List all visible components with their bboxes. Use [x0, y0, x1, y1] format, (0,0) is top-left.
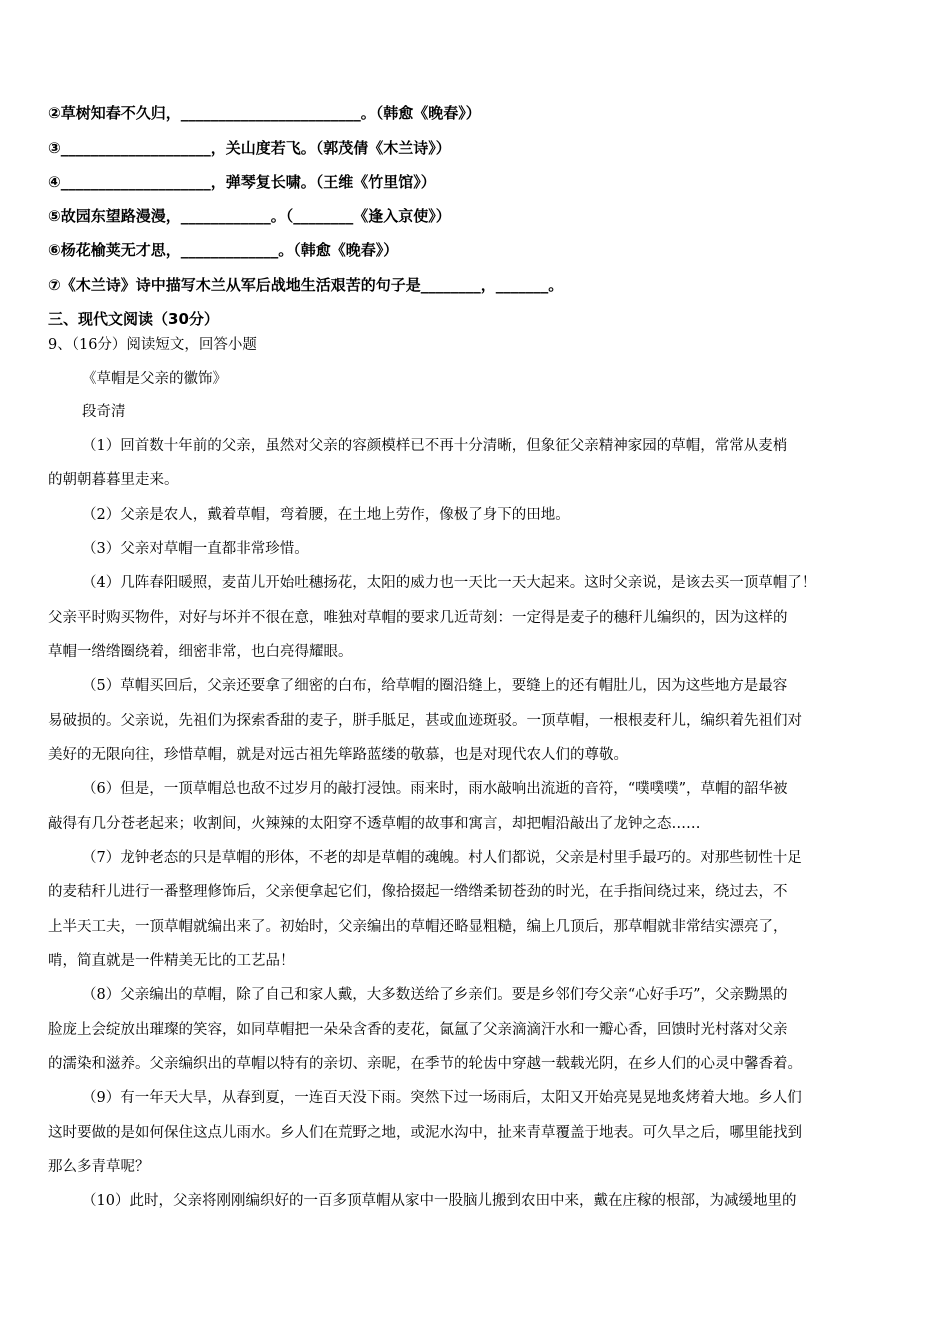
paragraph-line: （9）有一年天大旱，从春到夏，一连百天没下雨。突然下过一场雨后，太阳又开始亮晃晃地炙烤着大地。乡人们: [82, 1090, 802, 1106]
fill-in-item-5: ⑤故园东望路漫漫，____________。（________《逢入京使》）: [48, 207, 451, 225]
paragraph-line: （7）龙钟老态的只是草帽的形体，不老的却是草帽的魂魄。村人们都说，父亲是村里手最巧的。对那些韧性十足: [82, 850, 802, 866]
section-heading: 三、现代文阅读（30分）: [48, 310, 219, 328]
paragraph-line: 敲得有几分苍老起来；收割间，火辣辣的太阳穿不透草帽的故事和寓言，却把帽沿敲出了龙钟之态……: [48, 816, 701, 832]
paragraph-line: 脸庞上会绽放出璀璨的笑容，如同草帽把一朵朵含香的麦花，氤氲了父亲滴滴汗水和一瓣心香，回馈时光村落对父亲: [48, 1022, 788, 1038]
paragraph-line: （10）此时，父亲将刚刚编织好的一百多顶草帽从家中一股脑儿搬到农田中来，戴在庄稼的根部，为减缓地里的: [82, 1193, 797, 1209]
paragraph-line: 上半天工夫，一顶草帽就编出来了。初始时，父亲编出的草帽还略显粗糙，编上几顶后，那草帽就非常结实漂亮了，: [48, 919, 788, 935]
paragraph-line: 那么多青草呢？: [48, 1159, 150, 1175]
fill-in-item-7: ⑦《木兰诗》诗中描写木兰从军后战地生活艰苦的句子是________，_______。: [48, 276, 564, 294]
paragraph-line: 的濡染和滋养。父亲编织出的草帽以特有的亲切、亲昵，在季节的轮齿中穿越一载载光阴，在乡人们的心灵中馨香着。: [48, 1056, 802, 1072]
paragraph-line: 美好的无限向往，珍惜草帽，就是对远古祖先筚路蓝缕的敬慕，也是对现代农人们的尊敬。: [48, 747, 628, 763]
paragraph-line: （8）父亲编出的草帽，除了自己和家人戴，大多数送给了乡亲们。要是乡邻们夸父亲“心好手巧”，父亲黝黑的: [82, 987, 788, 1003]
paragraph-line: （6）但是，一顶草帽总也敌不过岁月的敲打浸蚀。雨来时，雨水敲响出流逝的音符，“噗噗噗”，草帽的韶华被: [82, 781, 788, 797]
paragraph-line: 的朝朝暮暮里走来。: [48, 472, 179, 488]
fill-in-item-4: ④____________________，弹琴复长啸。（王维《竹里馆》）: [48, 173, 436, 191]
question-prompt: 9、（16分）阅读短文，回答小题: [48, 337, 257, 353]
article-title: 《草帽是父亲的徽饰》: [82, 371, 227, 387]
paragraph-line: （1）回首数十年前的父亲，虽然对父亲的容颜模样已不再十分清晰，但象征父亲精神家园的草帽，常常从麦梢: [82, 438, 788, 454]
paragraph-line: 这时要做的是如何保住这点儿雨水。乡人们在荒野之地，或泥水沟中，扯来青草覆盖于地表。可久旱之后，哪里能找到: [48, 1125, 802, 1141]
fill-in-item-6: ⑥杨花榆荚无才思，_____________。（韩愈《晚春》）: [48, 241, 399, 259]
paragraph-line: （3）父亲对草帽一直都非常珍惜。: [82, 541, 309, 557]
paragraph-line: 易破损的。父亲说，先祖们为探索香甜的麦子，胼手胝足，甚或血迹斑驳。一顶草帽，一根根麦秆儿，编织着先祖们对: [48, 713, 802, 729]
article-author: 段奇清: [82, 404, 126, 420]
paragraph-line: （4）几阵春阳暖照，麦苗儿开始吐穗扬花，太阳的威力也一天比一天大起来。这时父亲说，是该去买一顶草帽了！: [82, 575, 817, 591]
fill-in-item-3: ③____________________，关山度若飞。（郭茂倩《木兰诗》）: [48, 139, 451, 157]
paragraph-line: （5）草帽买回后，父亲还要拿了细密的白布，给草帽的圈沿缝上，要缝上的还有帽肚儿，因为这些地方是最容: [82, 678, 788, 694]
paragraph-line: 父亲平时购买物件，对好与坏并不很在意，唯独对草帽的要求几近苛刻：一定得是麦子的穗秆儿编织的，因为这样的: [48, 610, 788, 626]
paragraph-line: 啃，简直就是一件精美无比的工艺品！: [48, 953, 295, 969]
paragraph-line: 的麦秸秆儿进行一番整理修饰后，父亲便拿起它们，像拾掇起一绺绺柔韧苍劲的时光，在手指间绕过来，绕过去，不: [48, 884, 788, 900]
paragraph-line: 草帽一绺绺圈绕着，细密非常，也白亮得耀眼。: [48, 644, 353, 660]
fill-in-item-2: ②草树知春不久归，________________________。（韩愈《晚春》）: [48, 104, 481, 122]
paragraph-line: （2）父亲是农人，戴着草帽，弯着腰，在土地上劳作，像极了身下的田地。: [82, 507, 570, 523]
